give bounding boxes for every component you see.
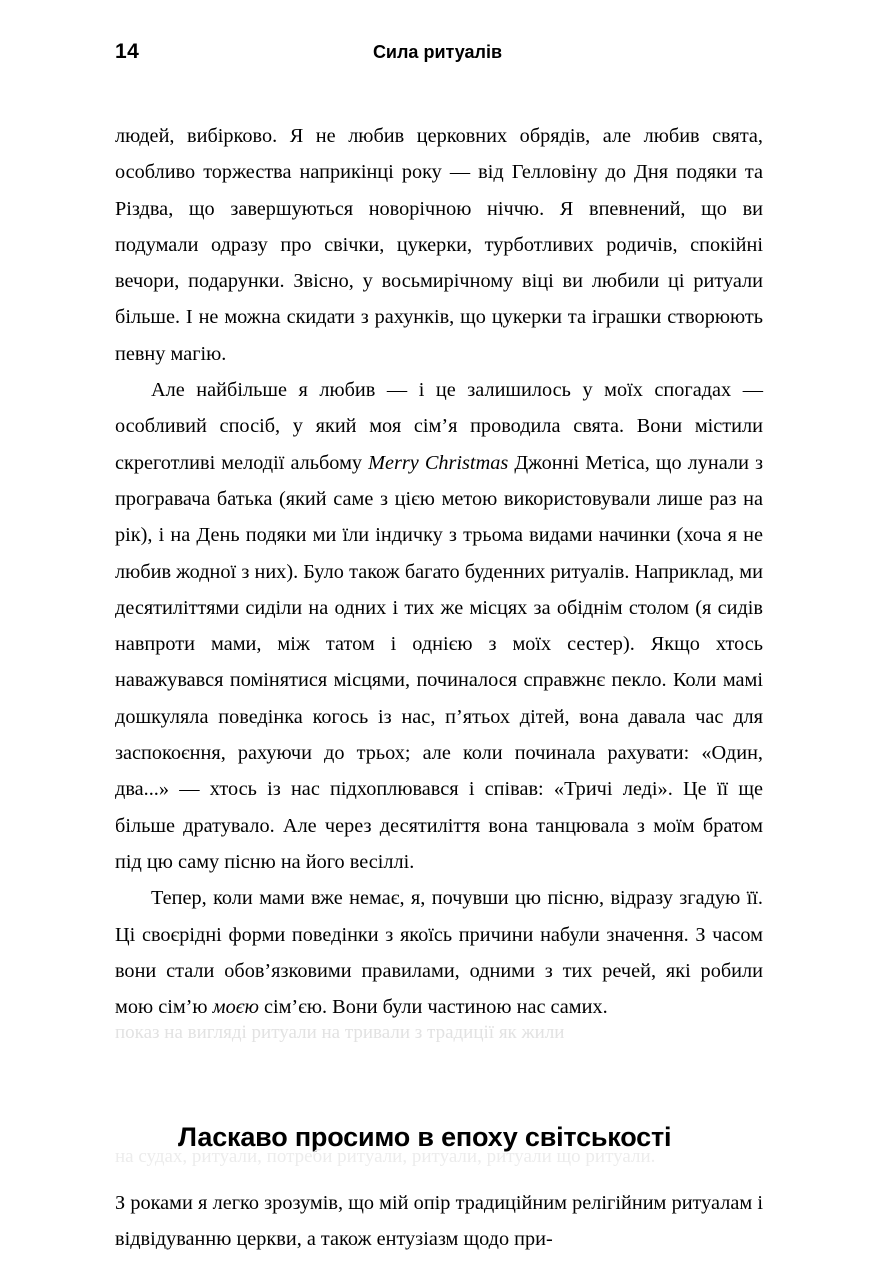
- paragraph-1: людей, вибірково. Я не любив церковних обрядів, але любив свята, особливо торжества наприкінці року — від Гелловіну до Дня подяки та Різдва, що завершуються новорічною ніччю. Я впевнений, що ви подумали одразу про свічки, цукерки, турботливих родичів, спокійні вечори, подарунки. Звісно, у восьмирічному віці ви любили ці ритуали більше. І не можна скидати з рахунків, що цукерки та іграшки створюють певну магію.: [115, 125, 763, 365]
- section-heading: Ласкаво просимо в епоху світськості: [178, 1122, 672, 1153]
- album-title: Merry Christmas: [368, 451, 509, 474]
- show-through-text-lower: на судах, ритуали, потреби ритуали, ритуали, ритуали що ритуали.: [115, 1146, 656, 1167]
- page-number: 14: [115, 40, 140, 63]
- paragraph-3-text-after: сім’єю. Вони були частиною нас самих.: [258, 996, 608, 1019]
- show-through-text-upper: показ на вигляді ритуали на тривали з традиції як жили: [115, 1022, 565, 1043]
- paragraph-2-text-before: Але найбільше я любив — і це залишилось у моїх спогадах — особливий спосіб, у який моя сім’я проводила свята. Вони містили скреготливі мелодії альбому: [115, 379, 763, 474]
- running-head: [115, 40, 760, 66]
- paragraph-2-text-after: Джонні Метіса, що лунали з програвача батька (який саме з цією метою використовували лише раз на рік), і на День подяки ми їли індичку з трьома видами начинки (хоча я не любив жодної з них). Було також багато буденних ритуалів. Наприклад, ми десятиліттями сиділи на одних і тих же місцях за обіднім столом (я сидів навпроти мами, між татом і однією з моїх сестер). Якщо хтось наважувався помінятися місцями, починалося справжнє пекло. Коли мамі дошкуляла поведінка когось із нас, п’ятьох дітей, вона давала час для заспокоєння, рахуючи до трьох; але коли починала рахувати: «Один, два...» — хтось із нас підхоплювався і співав: «Тричі леді». Це її ще більше дратувало. Але через десятиліття вона танцювала з моїм братом під цю саму пісню на його весіллі.: [115, 451, 763, 873]
- paragraph-3-text-before: Тепер, коли мами вже немає, я, почувши цю пісню, відразу згадую її. Ці своєрідні форми поведінки з якоїсь причини набули значення. З часом вони стали обов’язковими правилами, одними з тих речей, які робили мою сім’ю: [115, 887, 763, 1019]
- paragraph-2: [115, 372, 763, 880]
- body-text-column: [115, 118, 763, 1025]
- paragraph-4: З роками я легко зрозумів, що мій опір традиційним релігійним ритуалам і відвідуванню церкви, а також ентузіазм щодо при-: [115, 1192, 763, 1251]
- emphasis-word: моєю: [212, 996, 259, 1019]
- running-head-title: Сила ритуалів: [372, 42, 503, 62]
- paragraph-3: [115, 880, 763, 1025]
- body-text-column-lower: [115, 1185, 763, 1258]
